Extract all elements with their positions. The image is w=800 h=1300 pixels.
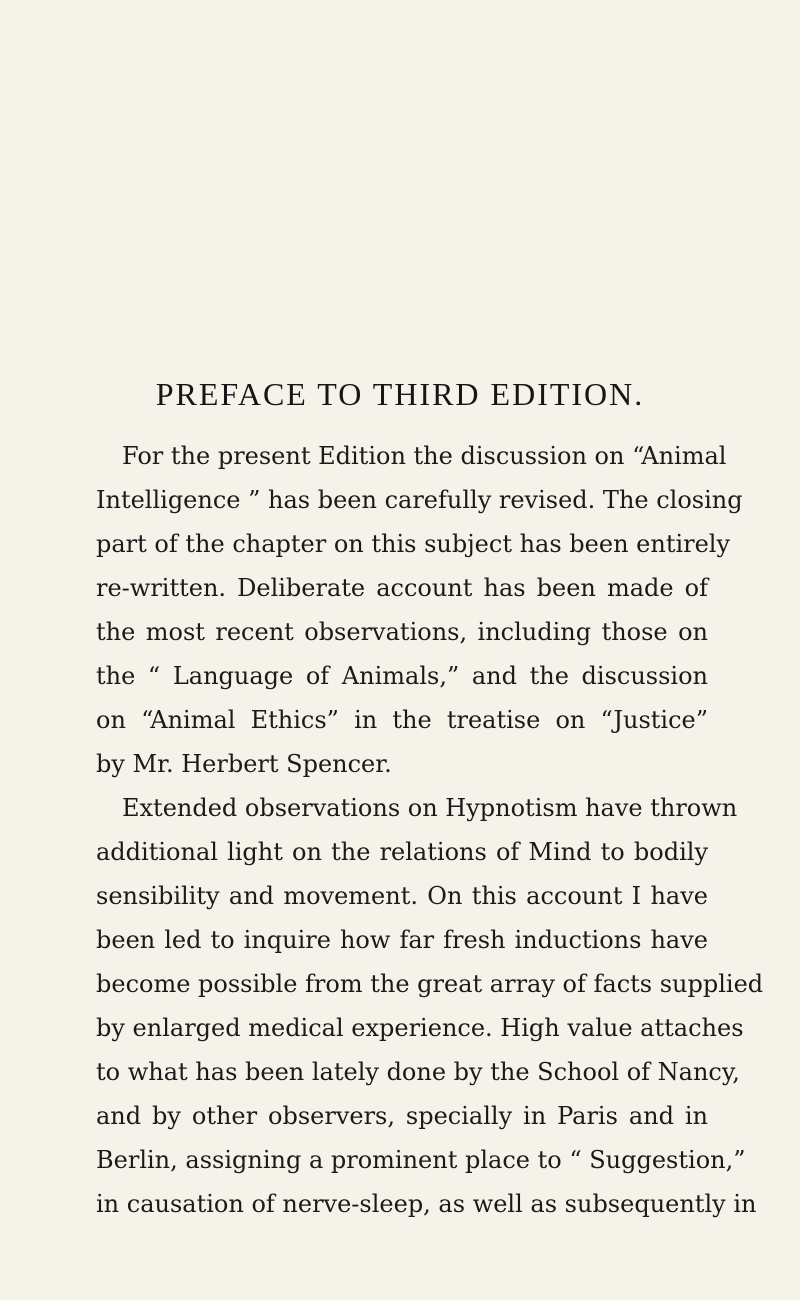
text-line-1: For the present Edition the discussion on “Animal: [122, 442, 727, 470]
text-line-11: sensibility and movement. On this account I have: [96, 882, 708, 910]
text-line-14: by enlarged medical experience. High value attaches: [96, 1014, 744, 1042]
preface-heading: PREFACE TO THIRD EDITION.: [155, 376, 645, 412]
text-line-17: Berlin, assigning a prominent place to “ Suggestion,”: [96, 1146, 746, 1174]
text-line-3: part of the chapter on this subject has been entirely: [96, 530, 731, 558]
text-line-15: to what has been lately done by the School of Nancy,: [96, 1058, 740, 1086]
text-line-9: Extended observations on Hypnotism have thrown: [122, 794, 738, 822]
text-line-2: Intelligence ” has been carefully revised. The closing: [96, 486, 743, 514]
text-line-8: by Mr. Herbert Spencer.: [96, 750, 392, 778]
text-line-4: re-written. Deliberate account has been made of: [96, 574, 708, 602]
text-line-5: the most recent observations, including those on: [96, 618, 708, 646]
text-line-18: in causation of nerve-sleep, as well as subsequently in: [96, 1190, 757, 1218]
text-line-12: been led to inquire how far fresh inductions have: [96, 926, 708, 954]
text-line-13: become possible from the great array of facts supplied: [96, 970, 764, 998]
text-line-10: additional light on the relations of Mind to bodily: [96, 838, 708, 866]
text-line-6: the “ Language of Animals,” and the discussion: [96, 662, 708, 690]
text-line-7: on “Animal Ethics” in the treatise on “Justice”: [96, 706, 708, 734]
text-line-16: and by other observers, specially in Paris and in: [96, 1102, 708, 1130]
